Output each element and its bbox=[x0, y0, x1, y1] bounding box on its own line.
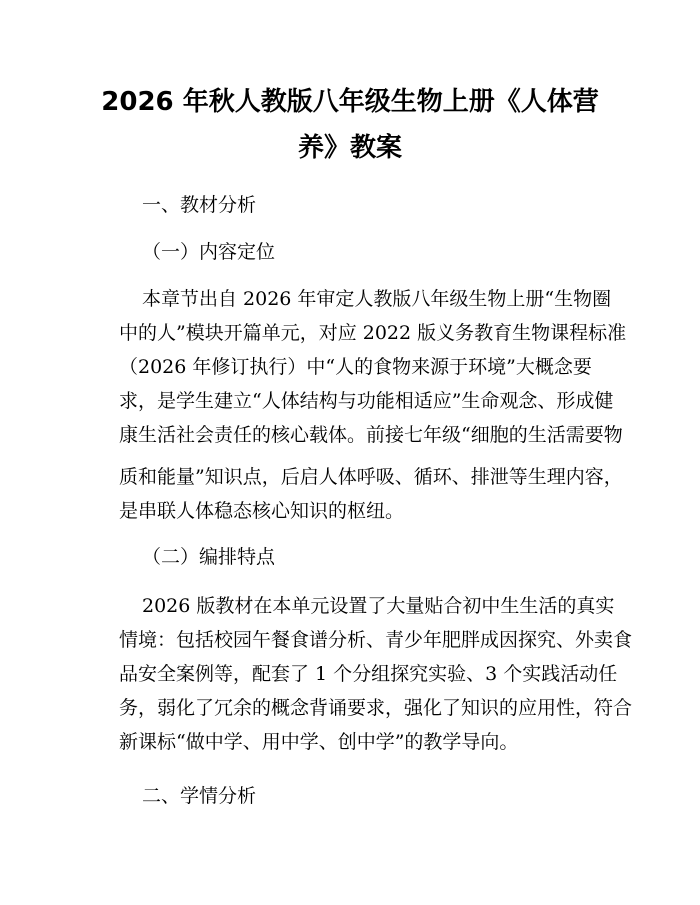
paragraph-line: 是串联人体稳态核心知识的枢纽。 bbox=[119, 500, 405, 522]
document-title-line-2: 养》教案 bbox=[297, 133, 402, 163]
paragraph-line: 本章节出自 2026 年审定人教版八年级生物上册“生物圈 bbox=[142, 288, 612, 310]
section-heading-learning-analysis: 二、学情分析 bbox=[142, 785, 257, 807]
paragraph-line: 康生活社会责任的核心载体。前接七年级“细胞的生活需要物 bbox=[119, 424, 623, 446]
subheading-content-positioning: （一）内容定位 bbox=[142, 241, 276, 263]
paragraph-line: 新课标“做中学、用中学、创中学”的教学导向。 bbox=[119, 731, 519, 753]
paragraph-line: 2026 版教材在本单元设置了大量贴合初中生生活的真实 bbox=[142, 595, 615, 617]
paragraph-line: 务，弱化了冗余的概念背诵要求，强化了知识的应用性，符合 bbox=[119, 697, 633, 719]
section-heading-textbook-analysis: 一、教材分析 bbox=[142, 194, 257, 216]
paragraph-line: 品安全案例等，配套了 1 个分组探究实验、3 个实践活动任 bbox=[119, 663, 618, 685]
paragraph-line: （2026 年修订执行）中“人的食物来源于环境”大概念要 bbox=[119, 356, 592, 378]
paragraph-line: 中的人”模块开篇单元，对应 2022 版义务教育生物课程标准 bbox=[119, 322, 627, 344]
paragraph-line: 求，是学生建立“人体结构与功能相适应”生命观念、形成健 bbox=[119, 390, 614, 412]
subheading-layout-features: （二）编排特点 bbox=[142, 546, 276, 568]
paragraph-line: 质和能量”知识点，后启人体呼吸、循环、排泄等生理内容， bbox=[119, 466, 623, 488]
document-title-line-1: 2026 年秋人教版八年级生物上册《人体营 bbox=[101, 87, 599, 117]
paragraph-line: 情境：包括校园午餐食谱分析、青少年肥胖成因探究、外卖食 bbox=[119, 629, 633, 651]
